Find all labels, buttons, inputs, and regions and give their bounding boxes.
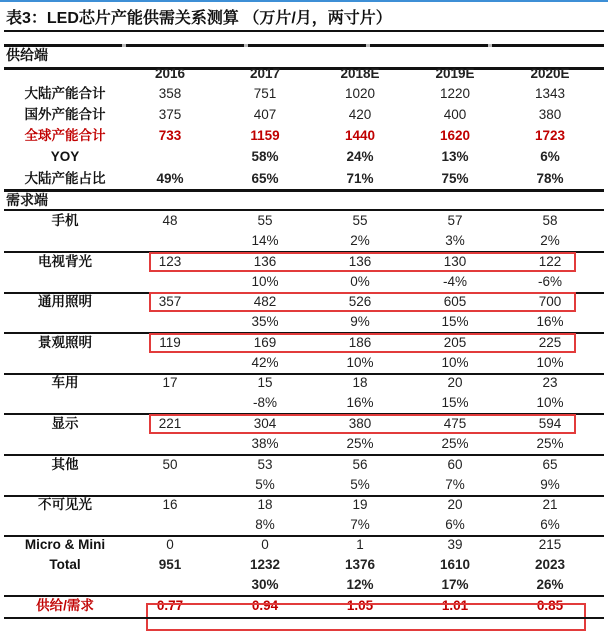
cell-2: 55	[352, 213, 368, 228]
cell-3: 20	[447, 497, 463, 513]
row-label: 电视背光	[38, 253, 92, 269]
cell-2: 71%	[346, 171, 374, 186]
cell-4: 2%	[540, 233, 560, 248]
cell-1: -8%	[252, 395, 277, 411]
cell-3: 2019E	[435, 66, 475, 81]
row-label: Micro & Mini	[24, 537, 106, 552]
cell-1: 30%	[251, 577, 279, 592]
row-label: 景观照明	[38, 334, 92, 350]
highlight-box	[149, 292, 576, 312]
table-rule	[4, 617, 604, 619]
row-label: 手机	[51, 213, 79, 228]
cell-4: 1343	[534, 86, 566, 101]
row-label: 全球产能合计	[24, 128, 106, 143]
cell-4: 215	[538, 537, 562, 552]
cell-0: 2016	[154, 66, 186, 81]
cell-1: 5%	[255, 476, 275, 492]
cell-3: 475	[443, 416, 467, 431]
cell-3: 10%	[441, 354, 469, 370]
total-growth-row	[0, 575, 608, 595]
growth-row	[0, 231, 608, 251]
cell-3: 15%	[441, 395, 469, 411]
cell-2: 56	[352, 456, 368, 472]
supply-row	[0, 126, 608, 146]
cell-4: 58	[542, 213, 558, 228]
cell-4: 225	[538, 334, 562, 350]
cell-0: 357	[158, 294, 182, 310]
cell-0: 951	[158, 557, 182, 572]
cell-4: 25%	[536, 436, 564, 451]
row-label: 大陆产能占比	[24, 171, 106, 186]
cell-4: 2020E	[530, 66, 570, 81]
row-label: 大陆产能合计	[24, 86, 106, 101]
demand-section-label: 需求端	[6, 192, 48, 208]
highlight-box	[149, 333, 576, 353]
cell-3: 20	[447, 375, 463, 391]
table-rule	[4, 30, 604, 32]
cell-2: 12%	[346, 577, 374, 592]
cell-0: 48	[162, 213, 178, 228]
growth-row	[0, 475, 608, 495]
highlight-box	[149, 414, 576, 434]
cell-3: 1620	[439, 128, 471, 143]
supply-row	[0, 147, 608, 167]
supply-row	[0, 84, 608, 104]
cell-0: 0.77	[156, 598, 184, 613]
demand-row	[0, 211, 608, 231]
cell-2: 1.05	[346, 598, 374, 613]
row-label: 车用	[51, 375, 79, 391]
cell-4: 6%	[540, 517, 560, 533]
cell-1: 136	[253, 253, 277, 269]
cell-3: 25%	[441, 436, 469, 451]
cell-1: 304	[253, 416, 277, 431]
micro-mini-row	[0, 535, 608, 555]
growth-row	[0, 272, 608, 292]
table-rule	[4, 189, 604, 192]
cell-2: 24%	[346, 149, 374, 164]
year-header-row	[0, 64, 608, 84]
cell-1: 1232	[249, 557, 281, 572]
cell-2: 19	[352, 497, 368, 513]
table-rule	[4, 44, 604, 47]
cell-4: 65	[542, 456, 558, 472]
cell-4: 6%	[540, 149, 560, 164]
cell-4: 23	[542, 375, 558, 391]
demand-row	[0, 373, 608, 393]
table-title: 表3：LED芯片产能供需关系测算 （万片/月，两寸片）	[6, 10, 392, 27]
cell-3: 605	[443, 294, 467, 310]
cell-1: 35%	[251, 314, 279, 330]
cell-4: 594	[538, 416, 562, 431]
row-label: YOY	[50, 149, 80, 164]
cell-2: 1020	[344, 86, 376, 101]
cell-2: 9%	[350, 314, 370, 330]
cell-4: 380	[538, 107, 562, 122]
cell-1: 42%	[251, 354, 279, 370]
cell-2: 25%	[346, 436, 374, 451]
cell-2: 1376	[344, 557, 376, 572]
cell-2: 136	[348, 253, 372, 269]
cell-0: 733	[158, 128, 182, 143]
cell-1: 1159	[250, 128, 280, 143]
cell-3: 3%	[445, 233, 465, 248]
cell-1: 14%	[251, 233, 279, 248]
highlight-box	[149, 252, 576, 272]
cell-0: 358	[158, 86, 182, 101]
cell-3: 75%	[441, 171, 469, 186]
cell-3: 400	[443, 107, 467, 122]
cell-3: 1610	[439, 557, 471, 572]
cell-3: 60	[447, 456, 463, 472]
row-label: 供给/需求	[36, 598, 94, 613]
cell-3: 15%	[441, 314, 469, 330]
cell-3: 7%	[445, 476, 465, 492]
cell-4: 9%	[540, 476, 560, 492]
cell-0: 16	[162, 497, 178, 513]
cell-2: 2%	[350, 233, 370, 248]
cell-0: 17	[162, 375, 178, 391]
cell-4: 26%	[536, 577, 564, 592]
cell-4: 21	[542, 497, 558, 513]
demand-row	[0, 455, 608, 475]
cell-1: 58%	[251, 149, 279, 164]
cell-1: 15	[257, 375, 273, 391]
cell-3: 1.01	[441, 598, 469, 613]
cell-3: 1220	[439, 86, 471, 101]
cell-2: 5%	[350, 476, 370, 492]
cell-4: 2023	[534, 557, 566, 572]
growth-row	[0, 515, 608, 535]
cell-2: 380	[348, 416, 372, 431]
cell-3: 39	[447, 537, 463, 552]
cell-1: 38%	[251, 436, 279, 451]
growth-row	[0, 353, 608, 373]
supply-section-label: 供给端	[6, 47, 48, 63]
growth-row	[0, 312, 608, 332]
cell-2: 1	[356, 537, 364, 552]
cell-0: 375	[158, 107, 182, 122]
cell-3: 17%	[441, 577, 469, 592]
cell-4: 10%	[536, 354, 564, 370]
cell-3: 13%	[441, 149, 469, 164]
cell-2: 18	[352, 375, 368, 391]
cell-0: 49%	[156, 171, 184, 186]
row-label: 其他	[51, 456, 79, 472]
cell-0: 119	[159, 334, 181, 350]
cell-2: 10%	[346, 354, 374, 370]
cell-4: 122	[538, 253, 562, 269]
cell-0: 221	[158, 416, 182, 431]
cell-3: -4%	[442, 273, 467, 289]
cell-1: 751	[253, 86, 277, 101]
cell-2: 0%	[350, 273, 370, 289]
cell-4: -6%	[537, 273, 562, 289]
cell-2: 7%	[350, 517, 370, 533]
supply-row	[0, 169, 608, 189]
cell-4: 10%	[536, 395, 564, 411]
cell-4: 16%	[536, 314, 564, 330]
growth-row	[0, 434, 608, 454]
cell-1: 55	[257, 213, 273, 228]
cell-1: 53	[257, 456, 273, 472]
cell-4: 78%	[536, 171, 564, 186]
top-accent-line	[0, 0, 608, 2]
cell-2: 420	[348, 107, 372, 122]
cell-1: 169	[253, 334, 277, 350]
row-label: 通用照明	[38, 294, 92, 310]
cell-1: 2017	[249, 66, 281, 81]
growth-row	[0, 393, 608, 413]
cell-1: 65%	[251, 171, 279, 186]
cell-3: 6%	[445, 517, 465, 533]
cell-2: 16%	[346, 395, 374, 411]
cell-3: 130	[443, 253, 467, 269]
cell-1: 0	[261, 537, 269, 552]
cell-2: 526	[348, 294, 372, 310]
row-label: Total	[49, 557, 81, 572]
cell-2: 1440	[344, 128, 376, 143]
cell-1: 407	[253, 107, 277, 122]
cell-1: 8%	[255, 517, 275, 533]
cell-0: 123	[158, 253, 182, 269]
cell-4: 1723	[534, 128, 566, 143]
cell-0: 50	[162, 456, 178, 472]
total-row	[0, 555, 608, 575]
supply-row	[0, 105, 608, 125]
cell-3: 57	[447, 213, 463, 228]
row-label: 国外产能合计	[24, 107, 106, 122]
cell-4: 0.85	[536, 598, 564, 613]
cell-3: 205	[443, 334, 467, 350]
cell-1: 0.94	[251, 598, 279, 613]
cell-1: 482	[253, 294, 277, 310]
cell-4: 700	[538, 294, 562, 310]
cell-2: 186	[348, 334, 372, 350]
row-label: 不可见光	[38, 497, 92, 513]
cell-1: 18	[257, 497, 273, 513]
cell-2: 2018E	[340, 66, 380, 81]
demand-row	[0, 495, 608, 515]
row-label: 显示	[51, 416, 79, 431]
cell-0: 0	[166, 537, 174, 552]
cell-1: 10%	[251, 273, 279, 289]
